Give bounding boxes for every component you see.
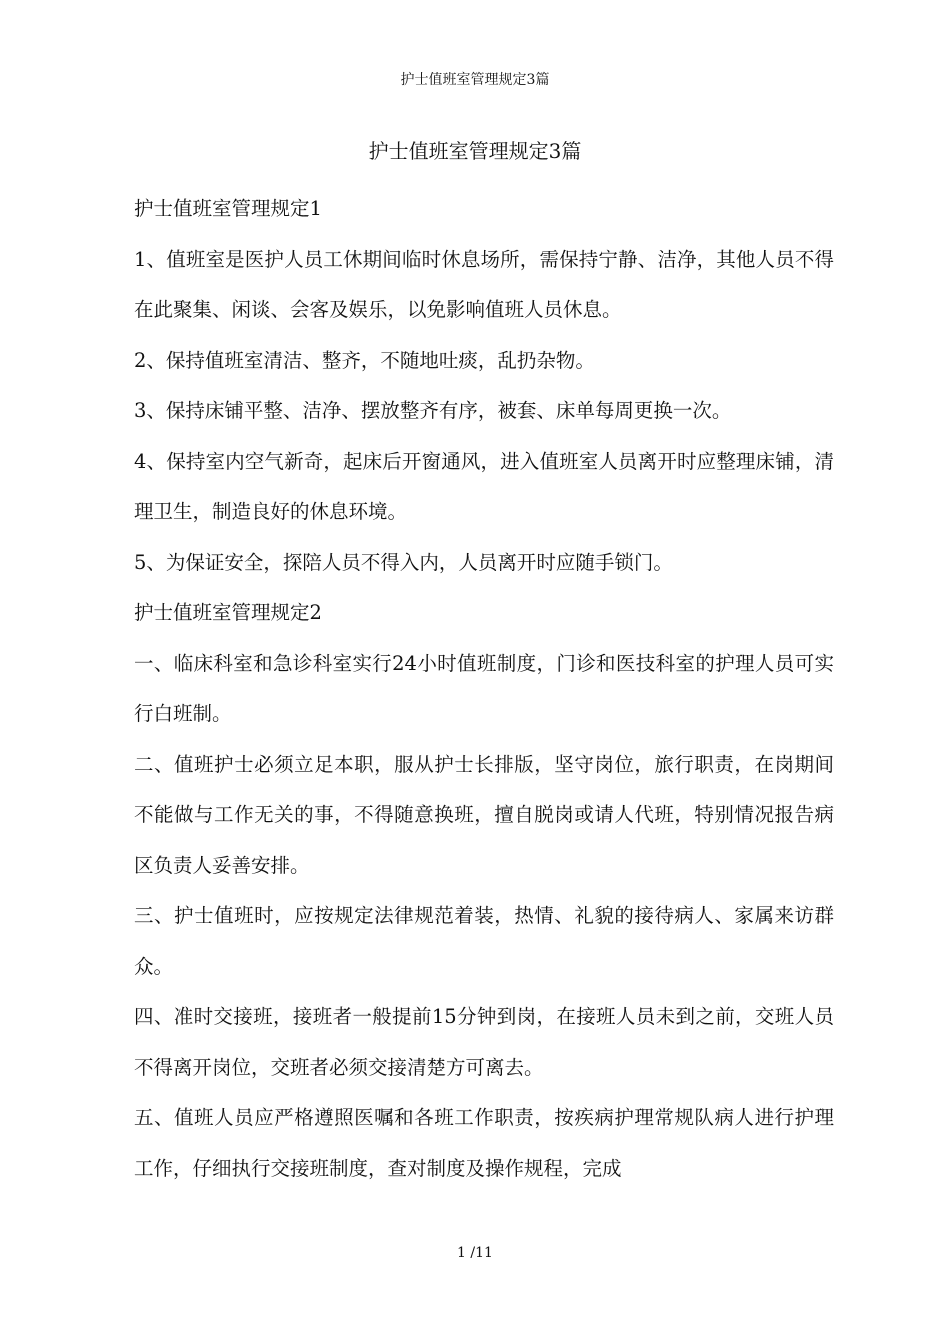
rule-paragraph: 5、为保证安全，探陪人员不得入内，人员离开时应随手锁门。 (134, 550, 673, 574)
document-title: 护士值班室管理规定3篇 (368, 139, 582, 163)
rule-paragraph: 四、准时交接班，接班者一般提前15分钟到岗，在接班人员未到之前，交班人员不得离开岗位，交班者必须交接清楚方可离去。 (134, 1005, 834, 1079)
rule-paragraph: 2、保持值班室清洁、整齐，不随地吐痰，乱扔杂物。 (134, 348, 595, 372)
page-number: 1 /11 (457, 1245, 493, 1261)
rule-paragraph: 3、保持床铺平整、洁净、摆放整齐有序，被套、床单每周更换一次。 (134, 399, 732, 422)
rule-paragraph: 一、临床科室和急诊科室实行24小时值班制度，门诊和医技科室的护理人员可实行白班制。 (134, 651, 834, 725)
section-heading-1: 护士值班室管理规定1 (134, 197, 322, 220)
rule-paragraph: 三、护士值班时，应按规定法律规范着装，热情、礼貌的接待病人、家属来访群众。 (134, 904, 834, 978)
document-body (134, 184, 834, 1194)
rule-paragraph: 4、保持室内空气新奇，起床后开窗通风，进入值班室人员离开时应整理床铺，清理卫生，制造良好的休息环境。 (134, 449, 834, 523)
section-heading-2: 护士值班室管理规定2 (134, 601, 322, 624)
rule-paragraph: 1、值班室是医护人员工休期间临时休息场所，需保持宁静、洁净，其他人员不得在此聚集、闲谈、会客及娱乐，以免影响值班人员休息。 (134, 247, 834, 321)
rule-paragraph: 五、值班人员应严格遵照医嘱和各班工作职责，按疾病护理常规队病人进行护理工作，仔细执行交接班制度，查对制度及操作规程，完成 (134, 1106, 834, 1180)
running-header: 护士值班室管理规定3篇 (400, 72, 550, 88)
rule-paragraph: 二、值班护士必须立足本职，服从护士长排版，坚守岗位，旅行职责，在岗期间不能做与工作无关的事，不得随意换班，擅自脱岗或请人代班，特别情况报告病区负责人妥善安排。 (134, 752, 834, 877)
